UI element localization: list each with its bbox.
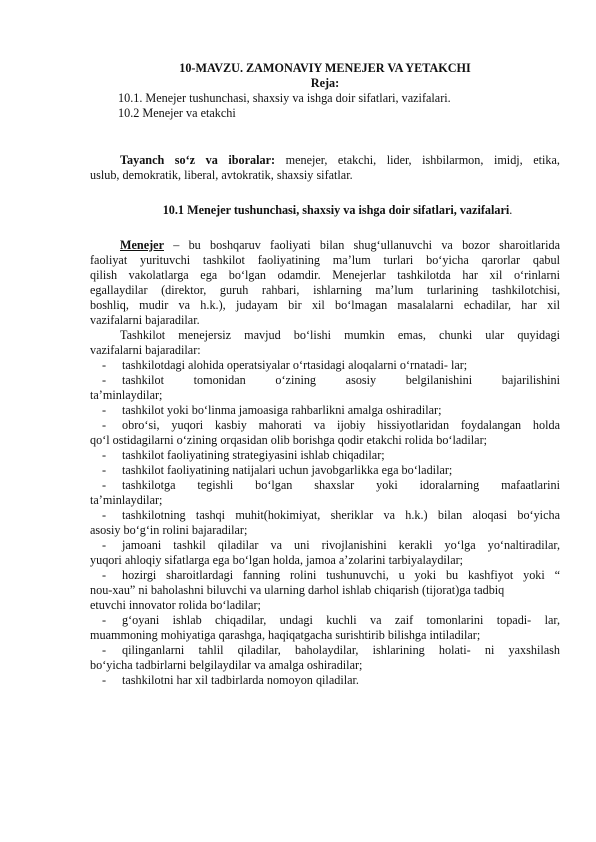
paragraph-line: vazifalarni bajaradilar.: [90, 313, 200, 327]
keywords-line: [90, 153, 560, 168]
plan-item: 10.2 Menejer va etakchi: [118, 106, 236, 120]
list-item: - hozirgi sharoitlardagi fanning rolini tushunuvchi, u yoki bu kashfiyot yoki “: [90, 568, 560, 583]
list-item: - tashkilot faoliyatining strategiyasini ishlab chiqadilar;: [90, 448, 560, 463]
paragraph-line: faoliyat yurituvchi tashkilot faoliyatining ma’lum turlari bo‘yicha qarorlar qabul: [90, 253, 560, 267]
section-heading: 10.1 Menejer tushunchasi, shaxsiy va ishga doir sifatlari, vazifalari.: [162, 203, 513, 217]
keywords-line: uslub, demokratik, liberal, avtokratik, shaxsiy sifatlar.: [90, 168, 353, 182]
dash-marker: -: [102, 508, 107, 522]
paragraph-line: qilish vakolatlarga ega bo‘lgan odamdir. Menejerlar tashkilotda har xil o‘rinlarni: [90, 268, 560, 282]
list-item-cont: muammoning mohiyatiga qarashga, haqiqatgacha surishtirib bilishga intiladilar;: [90, 628, 481, 642]
paragraph-line: Tashkilot menejersiz mavjud bo‘lishi mumkin emas, chunki ular quyidagi: [120, 328, 560, 342]
paragraph-line: egallaydilar (direktor, guruh rahbari, ishlarning ma’lum turlarining tashkilotchisi,: [90, 283, 560, 297]
list-item: - g‘oyani ishlab chiqadilar, undagi kuchli va zaif tomonlarini topadi- lar,: [90, 613, 560, 628]
term-menejer: Menejer: [120, 238, 164, 252]
paragraph-line: boshliq, mudir va h.k.), judayam bir xil bo‘lmagan masalalarni echadilar, har xil: [90, 298, 560, 312]
dash-marker: -: [102, 463, 107, 477]
plan-item: 10.1. Menejer tushunchasi, shaxsiy va ishga doir sifatlari, vazifalari.: [118, 91, 451, 105]
dash-marker: -: [102, 358, 107, 372]
dash-marker: -: [102, 448, 107, 462]
list-item: - tashkilotning tashqi muhit(hokimiyat, sheriklar va h.k.) bilan aloqasi bo‘yicha: [90, 508, 560, 523]
paragraph-line: Menejer – bu boshqaruv faoliyati bilan shug‘ullanuvchi va bozor sharoitlarida: [120, 238, 560, 252]
list-item: - tashkilotdagi alohida operatsiyalar o‘rtasidagi aloqalarni o‘rnatadi- lar;: [90, 358, 560, 373]
plan-heading: Reja:: [310, 76, 340, 90]
dash-marker: -: [102, 403, 107, 417]
list-item-cont: bo‘yicha tadbirlarni belgilaydilar va amalga oshiradilar;: [90, 658, 363, 672]
list-item-cont: nou-xau” ni baholashni biluvchi va ularning darhol ishlab chiqarish (tijorat)ga tadbiq: [90, 583, 505, 597]
list-item-cont: yuqori ahloqiy sifatlarga ega bo‘lgan holda, jamoa a’zolarini tarbiyalaydilar;: [90, 553, 464, 567]
dash-marker: -: [102, 568, 107, 582]
dash-marker: -: [102, 613, 107, 627]
keywords-label: Tayanch so‘z va iboralar:: [120, 153, 276, 167]
list-item: - tashkilotga tegishli bo‘lgan shaxslar yoki idoralarning mafaatlarini: [90, 478, 560, 493]
list-item-cont: etuvchi innovator rolida bo‘ladilar;: [90, 598, 261, 612]
list-item-cont: asosiy bo‘g‘in rolini bajaradilar;: [90, 523, 248, 537]
list-item-cont: ta’minlaydilar;: [90, 493, 163, 507]
paragraph-line: vazifalarni bajaradilar:: [90, 343, 201, 357]
list-item: - jamoani tashkil qiladilar va uni rivojlanishini kerakli yo‘lga yo‘naltiradilar,: [90, 538, 560, 553]
dash-marker: -: [102, 673, 107, 687]
list-item: - tashkilotni har xil tadbirlarda nomoyon qiladilar.: [90, 673, 560, 688]
dash-marker: -: [102, 478, 107, 492]
document-title: 10-MAVZU. ZAMONAVIY MENEJER VA YETAKCHI: [179, 61, 471, 75]
keywords-text: menejer, etakchi, lider, ishbilarmon, imidj, etika,: [275, 153, 560, 167]
dash-marker: -: [102, 538, 107, 552]
dash-marker: -: [102, 418, 107, 432]
list-item: - qilinganlarni tahlil qiladilar, baholaydilar, ishlarining holati- ni yaxshilash: [90, 643, 560, 658]
dash-marker: -: [102, 643, 107, 657]
dash-marker: -: [102, 373, 107, 387]
list-item: - tashkilot yoki bo‘linma jamoasiga rahbarlikni amalga oshiradilar;: [90, 403, 560, 418]
list-item-cont: qo‘l ostidagilarni o‘zining orqasidan olib borishga qodir etakchi rolida bo‘ladilar;: [90, 433, 488, 447]
list-item-cont: ta’minlaydilar;: [90, 388, 163, 402]
list-item: - tashkilot faoliyatining natijalari uchun javobgarlikka ega bo‘ladilar;: [90, 463, 560, 478]
list-item: - tashkilot tomonidan o‘zining asosiy belgilanishini bajarilishini: [90, 373, 560, 388]
list-item: - obro‘si, yuqori kasbiy mahorati va ijobiy hissiyotlaridan foydalangan holda: [90, 418, 560, 433]
